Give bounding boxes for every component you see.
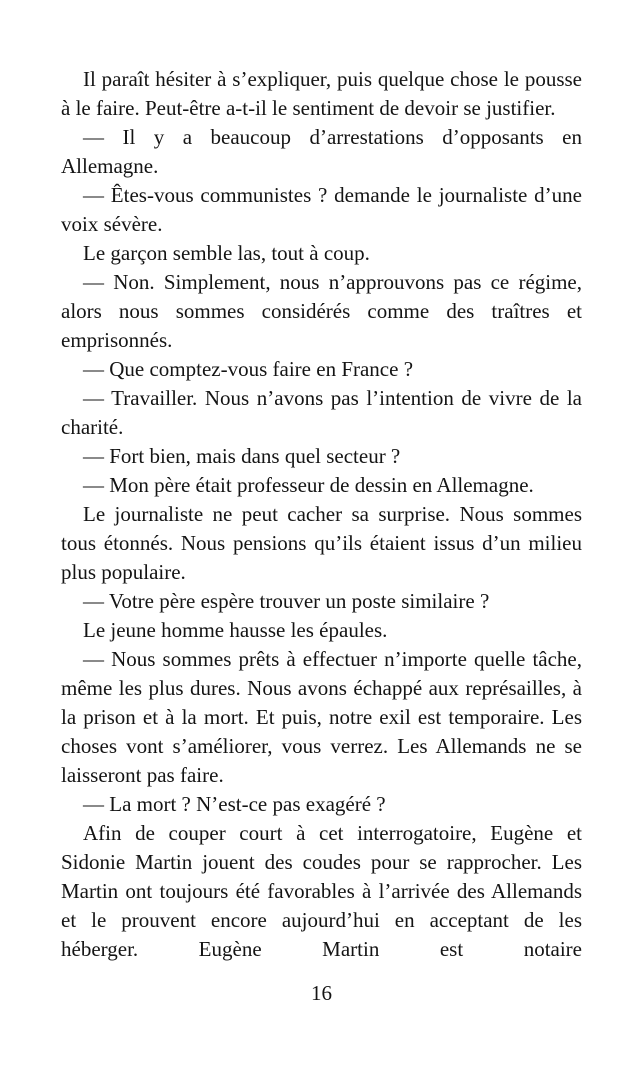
paragraph: Afin de couper court à cet interrogatoire, Eugène et Sidonie Martin jouent des coudes pour se rapprocher. Les Martin ont toujours été favorables à l’arrivée des Allemands et le prouvent encore aujourd’hui en acceptant de les héberger. Eugène Martin est notaire [61, 821, 582, 961]
dialogue-line: — La mort ? N’est-ce pas exagéré ? [83, 792, 386, 816]
body-text [61, 65, 582, 964]
dialogue-line: — Mon père était professeur de dessin en Allemagne. [83, 473, 534, 497]
dialogue-line: — Votre père espère trouver un poste similaire ? [83, 589, 490, 613]
dialogue-line: — Fort bien, mais dans quel secteur ? [83, 444, 401, 468]
paragraph: Le garçon semble las, tout à coup. [83, 241, 370, 265]
dialogue-line: — Nous sommes prêts à effectuer n’importe quelle tâche, même les plus dures. Nous avons échappé aux représailles, à la prison et à la mort. Et puis, notre exil est temporaire. Les choses vont s’améliorer, vous verrez. Les Allemands ne se laisseront pas faire. [61, 647, 582, 787]
page-number: 16 [311, 981, 332, 1005]
dialogue-line: — Travailler. Nous n’avons pas l’intention de vivre de la charité. [61, 386, 582, 439]
paragraph: Il paraît hésiter à s’expliquer, puis quelque chose le pousse à le faire. Peut-être a-t-il le sentiment de devoir se justifier. [61, 67, 582, 120]
paragraph: Le jeune homme hausse les épaules. [83, 618, 388, 642]
dialogue-line: — Que comptez-vous faire en France ? [83, 357, 414, 381]
dialogue-line: — Il y a beaucoup d’arrestations d’opposants en Allemagne. [61, 125, 582, 178]
dialogue-line: — Êtes-vous communistes ? demande le journaliste d’une voix sévère. [61, 183, 582, 236]
paragraph: Le journaliste ne peut cacher sa surprise. Nous sommes tous étonnés. Nous pensions qu’ils étaient issus d’un milieu plus populaire. [61, 502, 582, 584]
dialogue-line: — Non. Simplement, nous n’approuvons pas ce régime, alors nous sommes considérés comme des traîtres et emprisonnés. [61, 270, 582, 352]
